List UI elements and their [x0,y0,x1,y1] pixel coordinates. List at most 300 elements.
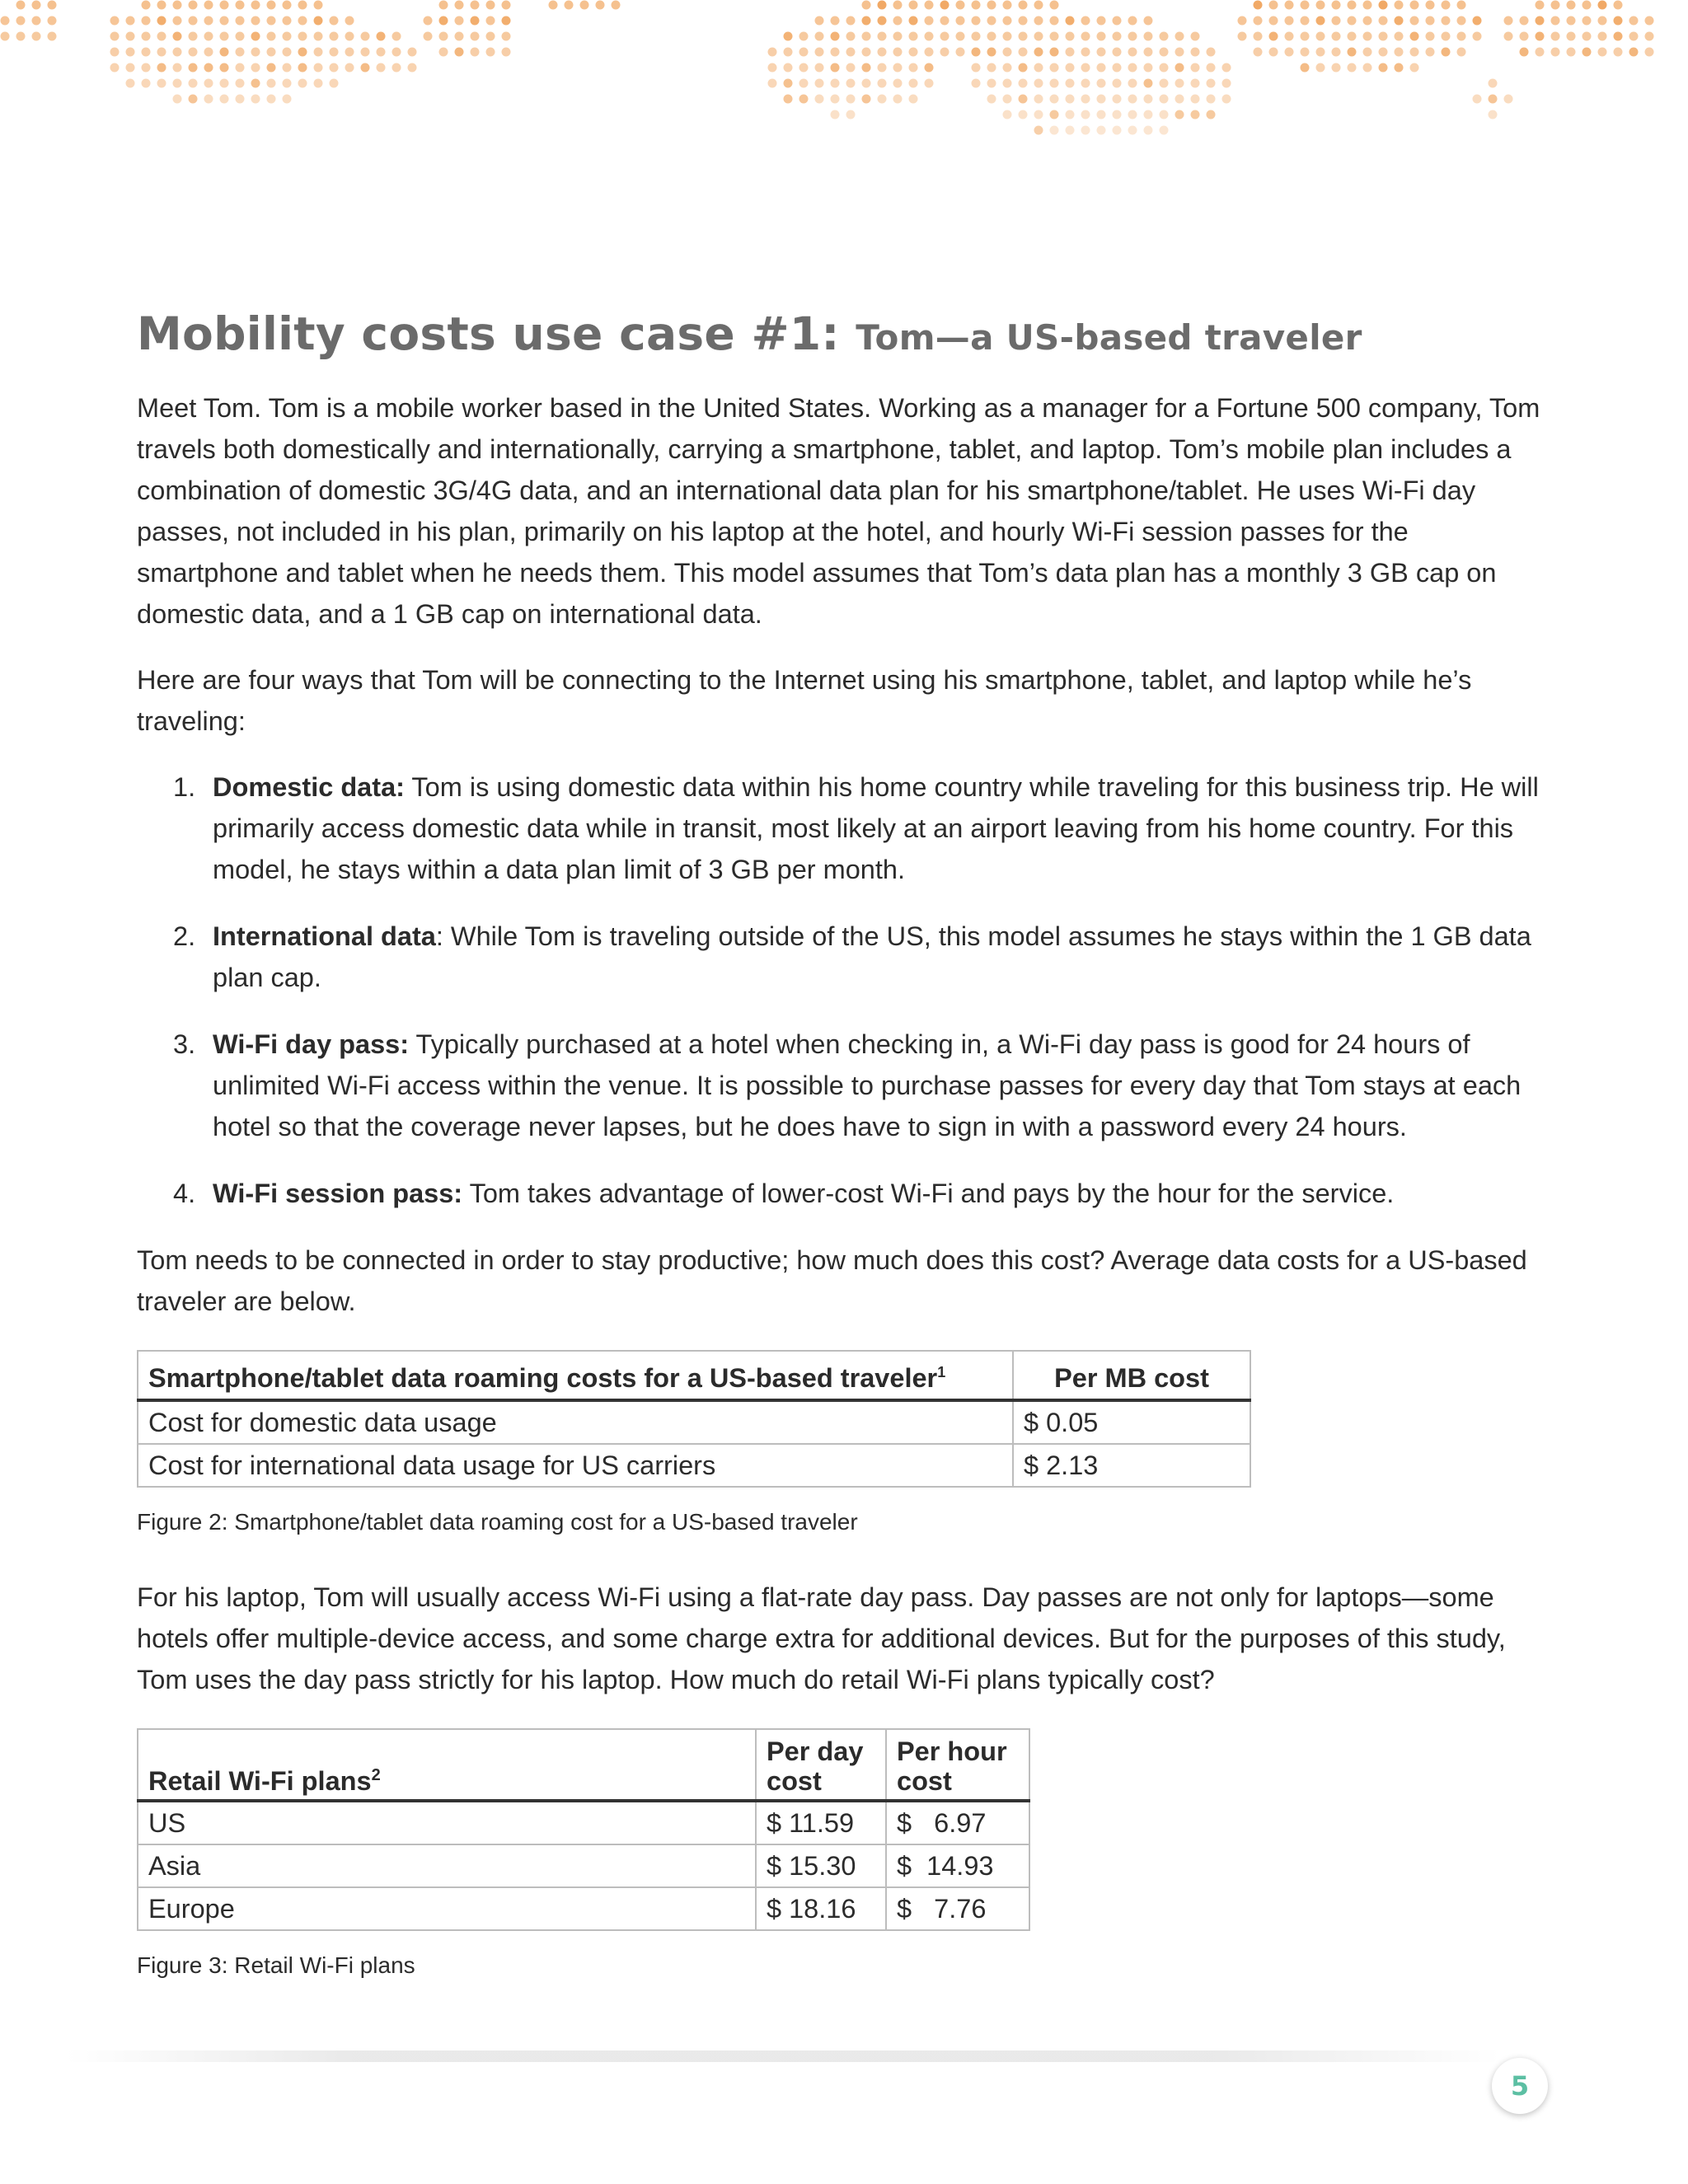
map-dot [1598,1,1607,10]
map-dot [1034,126,1043,135]
map-dot [16,32,26,41]
map-dot [972,63,981,73]
map-dot [909,95,918,104]
map-dot [1144,63,1153,73]
table-cell: $ 14.93 [886,1844,1029,1887]
table-cell: $ 11.59 [756,1801,886,1844]
map-dot [1019,110,1028,120]
map-dot [345,32,354,41]
map-dot [408,63,417,73]
map-dot [251,32,260,41]
map-dot [1301,48,1310,57]
map-dot [1175,63,1184,73]
map-dot [173,1,182,10]
map-dot [236,32,245,41]
map-dot [126,79,135,88]
map-dot [1582,48,1592,57]
map-dot [831,48,840,57]
map-dot [1395,63,1404,73]
map-dot [784,48,793,57]
map-dot [1567,48,1576,57]
map-dot [1536,32,1545,41]
map-dot [1113,32,1122,41]
map-dot [846,32,856,41]
map-dot [1019,79,1028,88]
map-dot [1442,16,1451,26]
map-dot [893,63,903,73]
map-dot [173,16,182,26]
map-dot [204,48,213,57]
map-dot [1175,95,1184,104]
map-dot [283,95,292,104]
map-dot [846,63,856,73]
map-dot [1332,16,1341,26]
map-dot [1160,126,1169,135]
figure-2-caption: Figure 2: Smartphone/tablet data roaming cost for a US-based traveler [137,1508,858,1535]
map-dot [126,16,135,26]
map-dot [1567,16,1576,26]
map-dot [956,1,965,10]
map-dot [1379,63,1388,73]
map-dot [1363,48,1372,57]
map-dot [1410,63,1419,73]
map-dot [1629,32,1639,41]
map-dot [1614,48,1623,57]
map-dot [1081,110,1090,120]
table-cell: $ 7.76 [886,1887,1029,1930]
map-dot [361,32,370,41]
cost-question-paragraph: Tom needs to be connected in order to stay productive; how much does this cost? Average data costs for a US-based traveler are below. [137,1245,1527,1316]
map-dot [1316,48,1325,57]
map-dot [204,16,213,26]
map-dot [925,32,934,41]
table-cell: $ 15.30 [756,1844,886,1887]
map-dot [408,48,417,57]
map-dot [1395,1,1404,10]
map-dot [862,79,871,88]
map-dot [1520,48,1529,57]
map-dot [1066,48,1075,57]
map-dot [314,32,323,41]
map-dot [1175,110,1184,120]
map-dot [1081,32,1090,41]
map-dot [1050,32,1059,41]
map-dot [267,48,276,57]
map-dot [1395,48,1404,57]
map-dot [392,48,401,57]
map-dot [1050,95,1059,104]
map-dot [471,1,480,10]
map-dot [1034,95,1043,104]
map-dot [1332,48,1341,57]
map-dot [345,63,354,73]
map-dot [1551,48,1560,57]
map-dot [1066,126,1075,135]
map-dot [1410,16,1419,26]
map-dot [909,16,918,26]
map-dot [1081,48,1090,57]
map-dot [1348,32,1357,41]
map-dot [831,32,840,41]
map-dot [1019,1,1028,10]
list-item-term: Wi-Fi day pass: [213,1029,410,1059]
map-dot [1348,63,1357,73]
map-dot [1614,32,1623,41]
map-dot [956,32,965,41]
map-dot [189,79,198,88]
map-dot [831,110,840,120]
list-item-text: Tom takes advantage of lower-cost Wi-Fi and pays by the hour for the service. [462,1179,1395,1208]
map-dot [142,79,151,88]
map-dot [1504,16,1513,26]
map-dot [1019,48,1028,57]
map-dot [1332,32,1341,41]
map-dot [1128,126,1137,135]
map-dot [768,48,777,57]
map-dot [1066,110,1075,120]
map-dot [1301,1,1310,10]
map-dot [204,79,213,88]
map-dot [314,63,323,73]
map-dot [1175,32,1184,41]
map-dot [189,16,198,26]
map-dot [16,1,26,10]
map-dot [1536,1,1545,10]
map-dot [204,32,213,41]
map-dot [1034,63,1043,73]
map-dot [220,63,229,73]
map-dot [799,48,809,57]
table-header-row [138,1729,1029,1801]
map-dot [251,79,260,88]
map-dot [1207,79,1216,88]
map-dot [392,32,401,41]
map-dot [173,79,182,88]
map-dot [220,32,229,41]
map-dot [1269,32,1278,41]
map-dot [486,32,495,41]
list-item-term: International data [213,921,436,951]
map-dot [1222,79,1231,88]
map-dot [1097,32,1106,41]
map-dot [392,63,401,73]
map-dot [502,16,511,26]
map-dot [1050,48,1059,57]
map-dot [1238,16,1247,26]
map-dot [471,48,480,57]
retail-wifi-plans-table [137,1728,1030,1931]
list-item: 4. Wi-Fi session pass: Tom takes advantage of lower-cost Wi-Fi and pays by the hour for the service. [173,1179,1395,1208]
map-dot [251,16,260,26]
table-row [138,1801,1029,1844]
map-dot [1160,110,1169,120]
map-dot [878,79,887,88]
map-dot [1081,63,1090,73]
map-dot [1536,16,1545,26]
figure-3-caption: Figure 3: Retail Wi-Fi plans [137,1952,415,1978]
map-dot [220,16,229,26]
list-item-text: Typically purchased at a hotel when checking in, a Wi-Fi day pass is good for 24 hours of unlimited Wi-Fi access within the venue. It is possible to purchase passes for every day that Tom stays at each hotel so that the coverage never lapses, but he does have to sign in with a password every 24 hours. [213,1029,1522,1141]
map-dot [1003,79,1012,88]
map-dot [1097,16,1106,26]
map-dot [1426,16,1435,26]
map-dot [502,48,511,57]
map-dot [1081,79,1090,88]
map-dot [846,16,856,26]
map-dot [1363,16,1372,26]
map-dot [1285,48,1294,57]
map-dot [831,63,840,73]
map-dot [1066,63,1075,73]
map-dot [1379,16,1388,26]
map-dot [1113,79,1122,88]
map-dot [1128,32,1137,41]
map-dot [173,95,182,104]
map-dot [565,1,574,10]
map-dot [236,16,245,26]
map-dot [1426,1,1435,10]
map-dot [1457,1,1466,10]
page-number-badge: 5 [1492,2058,1548,2114]
map-dot [909,79,918,88]
map-dot [267,63,276,73]
map-dot [361,63,370,73]
map-dot [1285,16,1294,26]
map-dot [1207,110,1216,120]
intro-paragraph: Meet Tom. Tom is a mobile worker based in the United States. Working as a manager for a Fortune 500 company, Tom travels both domestically and internationally, carrying a smartphone, tablet, and laptop. Tom’s mobile plan includes a combination of domestic 3G/4G data, and an international data plan for his smartphone/tablet. He uses Wi-Fi day passes, not included in his plan, primarily on his laptop at the hotel, and hourly Wi-Fi session passes for the smartphone and tablet when he needs them. This model assumes that Tom’s data plan has a monthly 3 GB cap on domestic data, and a 1 GB cap on international data. [137,393,1540,629]
map-dot [283,63,292,73]
map-dot [1019,63,1028,73]
map-dot [909,1,918,10]
map-dot [173,63,182,73]
map-dot [471,16,480,26]
map-dot [204,63,213,73]
table-header-cell: Retail Wi-Fi plans$^2$ [138,1729,756,1801]
map-dot [502,32,511,41]
map-dot [1113,126,1122,135]
world-map-dot-pattern [0,0,1688,198]
map-dot [1066,16,1075,26]
map-dot [1144,110,1153,120]
map-dot [1520,16,1529,26]
map-dot [1191,48,1200,57]
list-item-text: : While Tom is traveling outside of the US, this model assumes he stays within the 1 GB data plan cap. [213,921,1531,992]
map-dot [1034,110,1043,120]
map-dot [220,48,229,57]
map-dot [1191,95,1200,104]
map-dot [48,16,57,26]
map-dot [815,95,824,104]
map-dot [157,16,166,26]
map-dot [298,16,307,26]
map-dot [110,32,120,41]
map-dot [471,32,480,41]
map-dot [1128,48,1137,57]
map-dot [815,16,824,26]
map-dot [815,79,824,88]
map-dot [142,48,151,57]
map-dot [1019,32,1028,41]
map-dot [799,79,809,88]
table-cell: $ 0.05 [1013,1400,1250,1444]
map-dot [48,1,57,10]
map-dot [1050,1,1059,10]
map-dot [1504,32,1513,41]
map-dot [424,16,433,26]
map-dot [267,32,276,41]
map-dot [110,16,120,26]
map-dot [940,16,950,26]
map-dot [1003,48,1012,57]
map-dot [142,1,151,10]
map-dot [1379,32,1388,41]
map-dot [1160,32,1169,41]
map-dot [157,32,166,41]
map-dot [1034,48,1043,57]
map-dot [972,48,981,57]
map-dot [455,1,464,10]
map-dot [1144,32,1153,41]
map-dot [189,32,198,41]
map-dot [157,79,166,88]
page-title [137,301,1554,371]
map-dot [236,63,245,73]
map-dot [972,1,981,10]
map-dot [126,63,135,73]
map-dot [157,48,166,57]
map-dot [1379,48,1388,57]
map-dot [893,16,903,26]
map-dot [1097,126,1106,135]
map-dot [314,16,323,26]
map-dot [1066,95,1075,104]
map-dot [893,1,903,10]
map-dot [1363,63,1372,73]
map-dot [1567,1,1576,10]
table-cell: $ 6.97 [886,1801,1029,1844]
table-cell: Asia [138,1844,756,1887]
map-dot [283,1,292,10]
map-dot [236,79,245,88]
map-dot [1442,48,1451,57]
map-dot [298,63,307,73]
map-dot [1614,1,1623,10]
map-dot [330,79,339,88]
map-dot [1582,32,1592,41]
map-dot [1598,32,1607,41]
map-dot [768,79,777,88]
map-dot [439,48,448,57]
map-dot [878,32,887,41]
map-dot [549,1,558,10]
list-item-term: Wi-Fi session pass: [213,1179,463,1208]
map-dot [1567,32,1576,41]
map-dot [502,1,511,10]
map-dot [1034,1,1043,10]
map-dot [1269,48,1278,57]
map-dot [1551,16,1560,26]
table-row [138,1844,1029,1887]
map-dot [1175,79,1184,88]
map-dot [1395,16,1404,26]
map-dot [1504,95,1513,104]
map-dot [1582,1,1592,10]
map-dot [1551,32,1560,41]
map-dot [1081,126,1090,135]
map-dot [110,48,120,57]
map-dot [909,63,918,73]
map-dot [157,1,166,10]
map-dot [909,48,918,57]
table-cell: $ 2.13 [1013,1444,1250,1487]
map-dot [1536,48,1545,57]
map-dot [1614,16,1623,26]
map-dot [1254,16,1263,26]
laptop-paragraph: For his laptop, Tom will usually access Wi-Fi using a flat-rate day pass. Day passes are not only for laptops—some hotels offer multiple-device access, and some charge extra for additional devices. But for the purposes of this study, Tom uses the day pass strictly for his laptop. How much do retail Wi-Fi plans typically cost? [137,1582,1506,1694]
map-dot [48,32,57,41]
map-dot [1,32,10,41]
map-dot [799,95,809,104]
map-dot [1019,95,1028,104]
map-dot [1113,95,1122,104]
map-dot [878,48,887,57]
map-dot [1034,16,1043,26]
map-dot [1269,16,1278,26]
map-dot [314,1,323,10]
map-dot [1629,16,1639,26]
map-dot [846,48,856,57]
map-dot [1285,1,1294,10]
map-dot [784,63,793,73]
map-dot [1222,63,1231,73]
map-dot [1254,48,1263,57]
map-dot [1285,32,1294,41]
map-dot [1410,32,1419,41]
map-dot [768,63,777,73]
map-dot [987,1,996,10]
map-dot [1113,63,1122,73]
map-dot [612,1,621,10]
map-dot [283,16,292,26]
map-dot [32,1,41,10]
map-dot [189,48,198,57]
map-dot [1426,32,1435,41]
map-dot [1457,48,1466,57]
map-dot [204,1,213,10]
footer-divider [66,2050,1500,2062]
map-dot [862,32,871,41]
map-dot [1128,79,1137,88]
map-dot [831,16,840,26]
connection-ways-list [137,766,1554,1214]
map-dot [893,32,903,41]
page-content [137,301,1554,1982]
map-dot [1207,48,1216,57]
title-subtitle: Tom—a US-based traveler [856,317,1362,358]
map-dot [1316,1,1325,10]
map-dot [846,79,856,88]
map-dot [878,16,887,26]
map-dot [878,63,887,73]
map-dot [1254,1,1263,10]
map-dot [1348,48,1357,57]
map-dot [1489,110,1498,120]
map-dot [1254,32,1263,41]
map-dot [1301,32,1310,41]
map-dot [189,95,198,104]
map-dot [1316,16,1325,26]
map-dot [1034,79,1043,88]
